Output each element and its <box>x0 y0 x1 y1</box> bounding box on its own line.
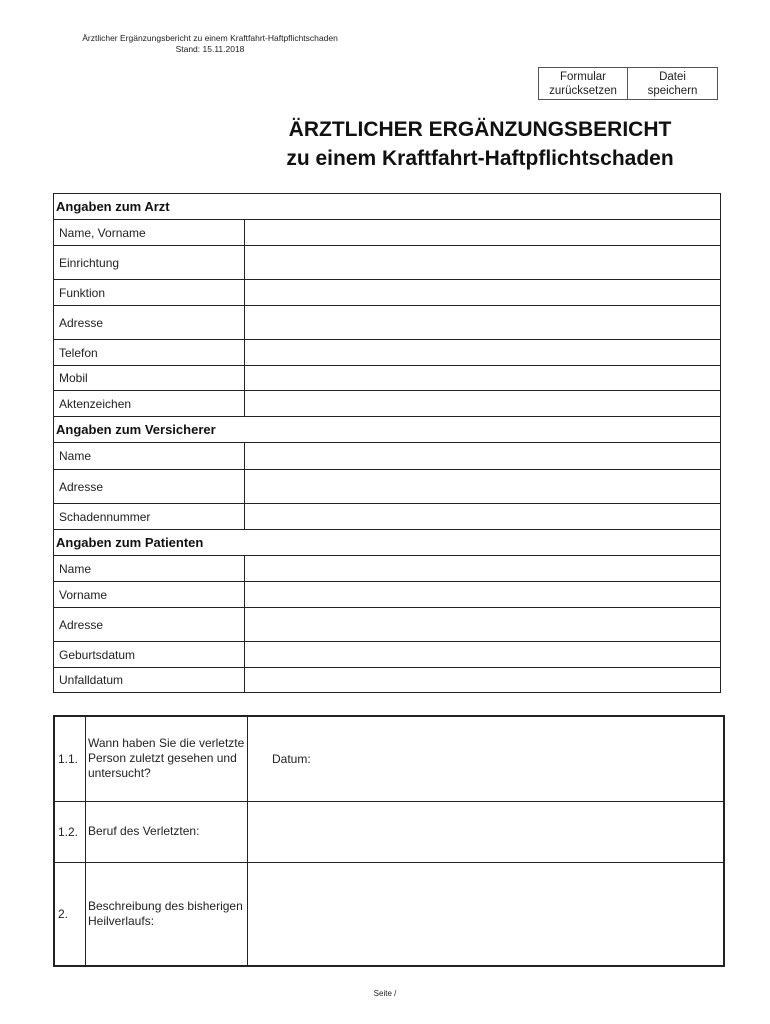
field-label: Mobil <box>54 366 245 391</box>
doctor-institution-input[interactable] <box>245 246 721 280</box>
page-title: ÄRZTLICHER ERGÄNZUNGSBERICHT <box>288 118 672 141</box>
doctor-file-number-input[interactable] <box>245 391 721 417</box>
field-label: Vorname <box>54 582 245 608</box>
question-number: 2. <box>54 862 86 966</box>
doctor-phone-input[interactable] <box>245 340 721 366</box>
reset-form-button[interactable]: Formular zurücksetzen <box>538 67 628 100</box>
save-file-button[interactable]: Datei speichern <box>627 67 718 100</box>
field-label: Unfalldatum <box>54 668 245 693</box>
document-header <box>0 33 420 55</box>
field-label: Funktion <box>54 280 245 306</box>
question-text: Wann haben Sie die verletzte Person zuletzt gesehen und untersucht? <box>86 716 248 801</box>
questions-table <box>53 715 725 967</box>
section-heading-patient: Angaben zum Patienten <box>54 530 721 556</box>
field-label: Name <box>54 443 245 470</box>
doctor-name-input[interactable] <box>245 220 721 246</box>
field-label: Name <box>54 556 245 582</box>
insurer-name-input[interactable] <box>245 443 721 470</box>
patient-birthdate-input[interactable] <box>245 642 721 668</box>
answer-label: Datum: <box>272 751 311 766</box>
occupation-input[interactable] <box>248 801 725 862</box>
field-label: Aktenzeichen <box>54 391 245 417</box>
insurer-address-input[interactable] <box>245 470 721 504</box>
question-text: Beruf des Verletzten: <box>86 801 248 862</box>
field-label: Geburtsdatum <box>54 642 245 668</box>
accident-date-input[interactable] <box>245 668 721 693</box>
doctor-mobile-input[interactable] <box>245 366 721 391</box>
section-heading-doctor: Angaben zum Arzt <box>54 194 721 220</box>
header-title: Ärztlicher Ergänzungsbericht zu einem Kraftfahrt-Haftpflichtschaden <box>82 33 338 43</box>
healing-progress-input[interactable] <box>248 862 725 966</box>
last-examination-date-input[interactable] <box>248 716 725 801</box>
patient-address-input[interactable] <box>245 608 721 642</box>
question-number: 1.1. <box>54 716 86 801</box>
section-heading-insurer: Angaben zum Versicherer <box>54 417 721 443</box>
field-label: Name, Vorname <box>54 220 245 246</box>
question-number: 1.2. <box>54 801 86 862</box>
patient-firstname-input[interactable] <box>245 582 721 608</box>
doctor-address-input[interactable] <box>245 306 721 340</box>
patient-name-input[interactable] <box>245 556 721 582</box>
claim-number-input[interactable] <box>245 504 721 530</box>
field-label: Adresse <box>54 608 245 642</box>
field-label: Adresse <box>54 306 245 340</box>
field-label: Telefon <box>54 340 245 366</box>
info-table <box>53 193 721 693</box>
question-text: Beschreibung des bisherigen Heilverlaufs: <box>86 862 248 966</box>
field-label: Schadennummer <box>54 504 245 530</box>
page-number: Seite / <box>373 989 397 998</box>
field-label: Einrichtung <box>54 246 245 280</box>
doctor-function-input[interactable] <box>245 280 721 306</box>
field-label: Adresse <box>54 470 245 504</box>
header-date: Stand: 15.11.2018 <box>175 44 245 54</box>
page-subtitle: zu einem Kraftfahrt-Haftpflichtschaden <box>286 147 674 170</box>
